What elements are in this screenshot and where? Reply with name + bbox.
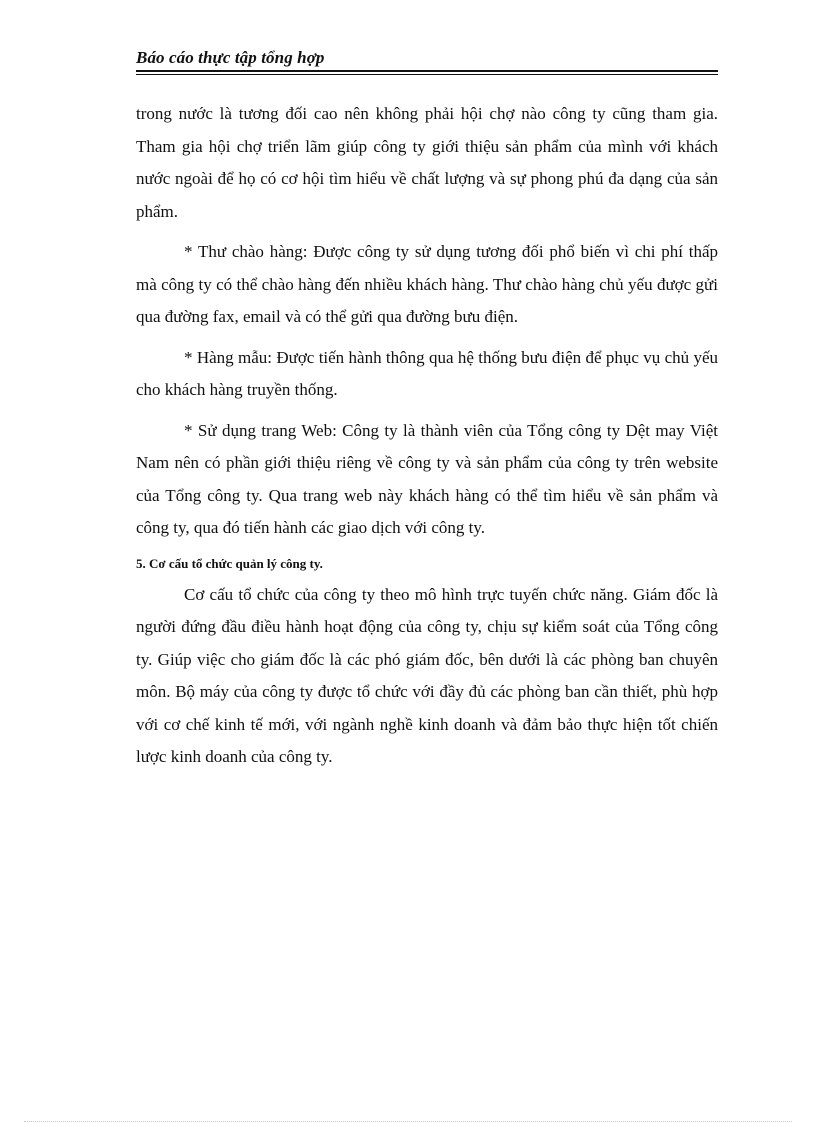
section-heading: 5. Cơ cấu tổ chức quản lý công ty. bbox=[136, 555, 323, 571]
paragraph-org-structure: Cơ cấu tổ chức của công ty theo mô hình trực tuyến chức năng. Giám đốc là người đứng đầu điều hành hoạt động của công ty, chịu sự kiểm soát của Tổng công ty. Giúp việc cho giám đốc là các phó giám đốc, bên dưới là các phòng ban chuyên môn. Bộ máy của công ty được tổ chức với đầy đủ các phòng ban cần thiết, phù hợp với cơ chế kinh tế mới, với ngành nghề kinh doanh và đảm bảo thực hiện tốt chiến lược kinh doanh của công ty. bbox=[136, 584, 718, 766]
paragraph-samples: * Hàng mẫu: Được tiến hành thông qua hệ thống bưu điện để phục vụ chủ yếu cho khách hàng truyền thống. bbox=[136, 347, 718, 399]
header-title: Báo cáo thực tập tổng hợp bbox=[136, 48, 325, 67]
header-rule-thick bbox=[136, 70, 718, 72]
header-rule-thin bbox=[136, 74, 718, 75]
paragraph-sales-letter: * Thư chào hàng: Được công ty sử dụng tương đối phổ biến vì chi phí thấp mà công ty có thể chào hàng đến nhiều khách hàng. Thư chào hàng chủ yếu được gửi qua đường fax, email và có thể gửi qua đường bưu điện. bbox=[136, 242, 718, 326]
body-text bbox=[136, 98, 718, 782]
paragraph-website: * Sử dụng trang Web: Công ty là thành viên của Tổng công ty Dệt may Việt Nam nên có phần giới thiệu riêng về công ty và sản phẩm của công ty trên website của Tổng công ty. Qua trang web này khách hàng có thể tìm hiểu về sản phẩm và công ty, qua đó tiến hành các giao dịch với công ty. bbox=[136, 420, 718, 537]
footer-rule bbox=[24, 1121, 792, 1122]
paragraph-continuation: trong nước là tương đối cao nên không phải hội chợ nào công ty cũng tham gia. Tham gia hội chợ triển lãm giúp công ty giới thiệu sản phẩm của mình với khách nước ngoài để họ có cơ hội tìm hiểu về chất lượng và sự phong phú đa dạng của sản phẩm. bbox=[136, 104, 718, 221]
